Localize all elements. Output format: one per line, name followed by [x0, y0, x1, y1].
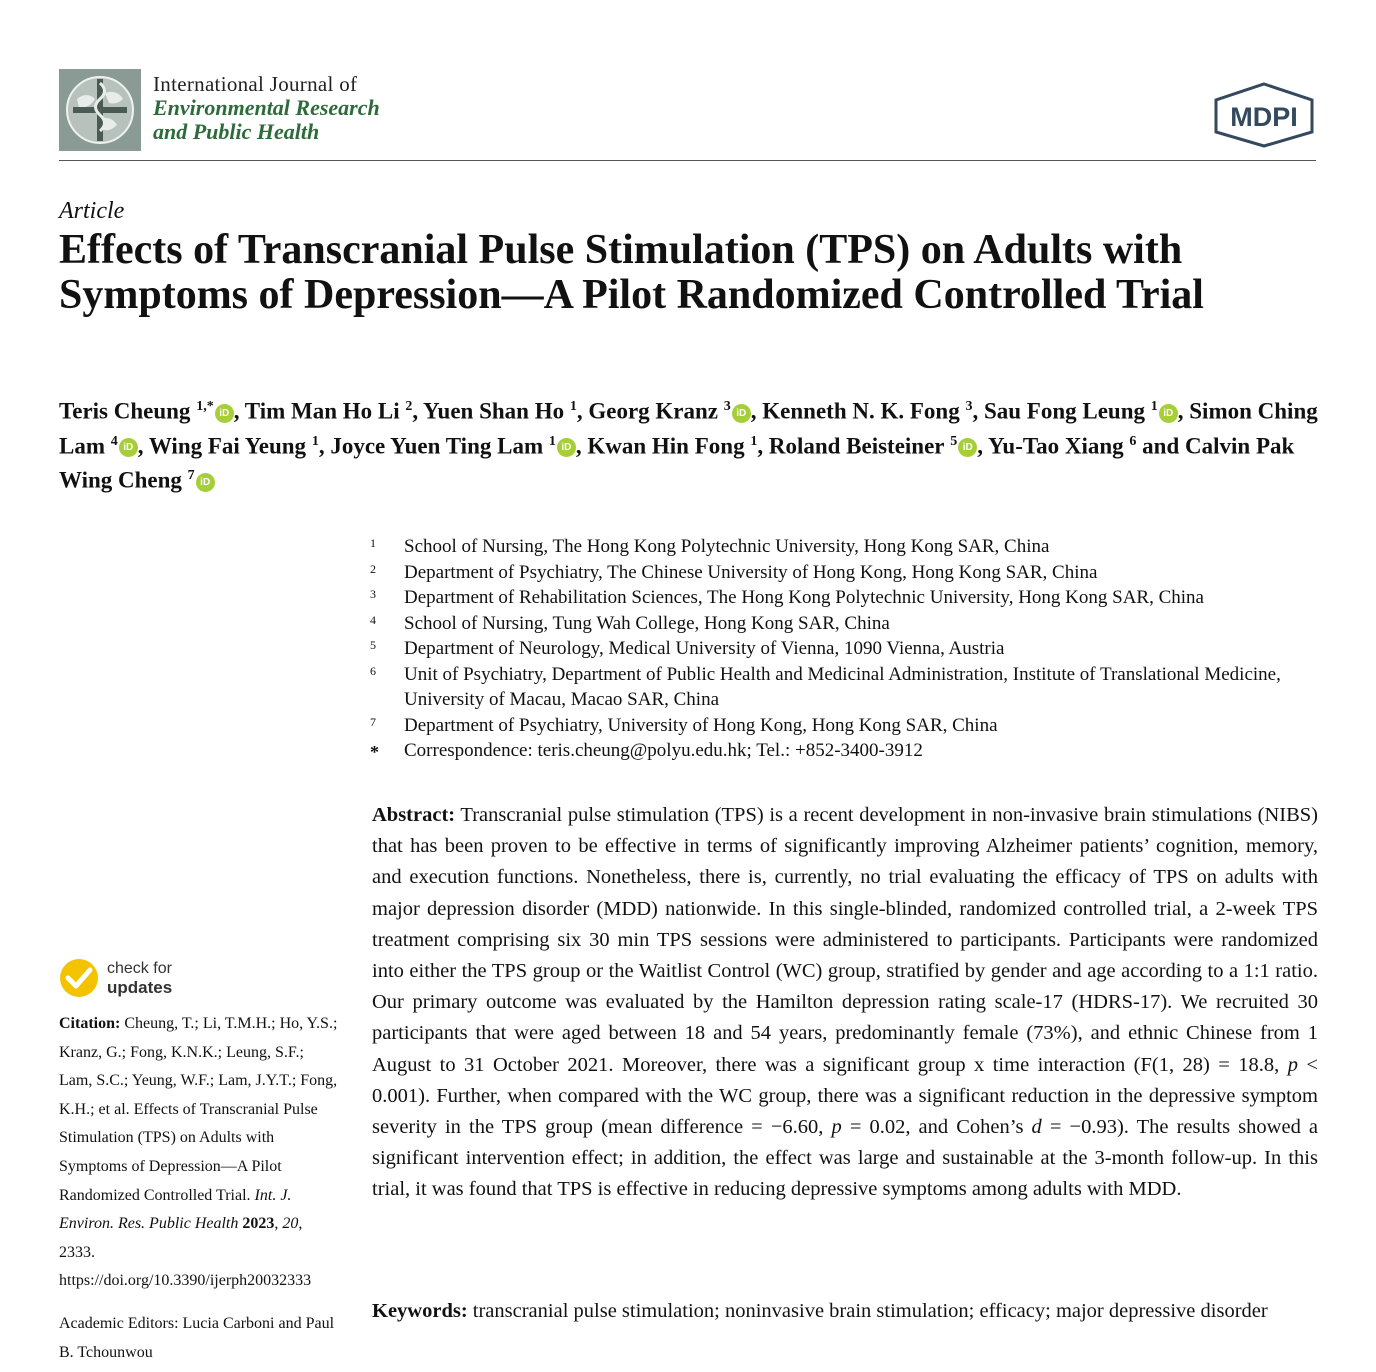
author-affiliation-marker: 5 — [950, 433, 958, 449]
author-name[interactable]: Joyce Yuen Ting Lam — [330, 433, 544, 459]
article-type: Article — [59, 198, 125, 224]
publisher-name: MDPI — [1230, 102, 1298, 132]
affiliation-item — [370, 713, 1320, 739]
orcid-icon[interactable]: iD — [732, 404, 751, 423]
author-separator: , — [137, 433, 149, 459]
keywords — [372, 1296, 1318, 1327]
mdpi-logo — [1212, 82, 1316, 148]
author-name[interactable]: Kwan Hin Fong — [587, 433, 745, 459]
affiliation-number: 4 — [370, 612, 376, 627]
author-name[interactable]: Calvin Pak Wing Cheng — [59, 433, 1295, 493]
journal-name-line1: International Journal of — [153, 72, 358, 96]
author-affiliation-marker: 3 — [965, 399, 973, 414]
abstract — [372, 800, 1318, 1206]
journal-name-line3: and Public Health — [153, 119, 320, 144]
affiliation-text: Department of Neurology, Medical University of Vienna, 1090 Vienna, Austria — [404, 638, 1005, 659]
citation-rest: , 2333. https://doi.org/10.3390/ijerph20032333 — [59, 1215, 312, 1290]
affiliation-text: Department of Psychiatry, University of Hong Kong, Hong Kong SAR, China — [404, 714, 998, 736]
author-affiliation-marker: 1 — [569, 399, 577, 414]
journal-name-line2: Environmental Research — [153, 95, 380, 120]
author-name[interactable]: Yu-Tao Xiang — [987, 433, 1124, 459]
affiliation-number: * — [370, 742, 379, 762]
affiliation-item — [370, 534, 1320, 560]
check-updates-line2: updates — [107, 978, 173, 997]
author-affiliation-marker: 3 — [723, 399, 731, 414]
affiliation-number: 5 — [370, 638, 376, 652]
author-separator: , — [576, 398, 589, 424]
affiliation-item — [370, 738, 1320, 766]
author-name[interactable]: Georg Kranz — [588, 398, 719, 424]
orcid-icon[interactable]: iD — [958, 438, 977, 457]
affiliation-text: School of Nursing, Tung Wah College, Hong Kong SAR, China — [404, 612, 890, 634]
abstract-p-symbol-2: p — [831, 1116, 842, 1139]
author-name[interactable]: Tim Man Ho Li — [244, 398, 400, 424]
affiliation-number: 1 — [370, 536, 376, 550]
author-affiliation-marker: 4 — [110, 433, 118, 449]
author-affiliation-marker: 1 — [548, 433, 556, 449]
affiliation-item — [370, 585, 1320, 611]
orcid-icon[interactable]: iD — [1159, 404, 1178, 423]
affiliation-number: 7 — [370, 714, 376, 729]
author-name[interactable]: Wing Fai Yeung — [148, 433, 307, 459]
author-name[interactable]: Roland Beisteiner — [768, 433, 945, 459]
affiliation-text: Correspondence: teris.cheung@polyu.edu.hk; Tel.: +852-3400-3912 — [404, 740, 923, 761]
affiliation-text: Unit of Psychiatry, Department of Public Health and Medicinal Administration, Institute of Translational Medicine, University of Macau, Macao SAR, China — [404, 663, 1281, 710]
author-affiliation-marker: 7 — [187, 468, 195, 484]
author-name[interactable]: Simon Ching Lam — [59, 398, 1318, 459]
author-separator: , — [575, 433, 588, 459]
header-divider — [59, 160, 1316, 161]
author-affiliation-marker: 6 — [1129, 433, 1137, 449]
check-updates-line1: check for — [107, 960, 172, 977]
affiliation-text: School of Nursing, The Hong Kong Polytechnic University, Hong Kong SAR, China — [404, 536, 1050, 557]
affiliation-number: 6 — [370, 663, 376, 678]
author-separator: , — [972, 398, 984, 424]
affiliation-item — [370, 611, 1320, 637]
author-name[interactable]: Sau Fong Leung — [983, 398, 1146, 424]
abstract-text-3: = 0.02, and Cohen’s — [841, 1116, 1032, 1139]
affiliation-item — [370, 662, 1320, 713]
journal-logo — [59, 69, 141, 151]
citation-text: Cheung, T.; Li, T.M.H.; Ho, Y.S.; Kranz, G.; Fong, K.N.K.; Leung, S.F.; Lam, S.C.; Yeung, W.F.; Lam, J.Y.T.; Fong, K.H.; et al. Effects of Transcranial Pulse Stimulation (TPS) on Adults with Symptoms of Depression—A Pilot Randomized Controlled Trial. — [59, 1015, 338, 1204]
affiliation-text: Department of Psychiatry, The Chinese University of Hong Kong, Hong Kong SAR, China — [404, 561, 1098, 583]
author-separator: , — [757, 433, 769, 459]
author-list — [59, 392, 1319, 496]
author-separator: , — [318, 433, 331, 459]
author-separator: , — [233, 398, 245, 424]
author-affiliation-marker: 2 — [405, 399, 413, 414]
author-separator: and — [1136, 433, 1186, 459]
author-name[interactable]: Kenneth N. K. Fong — [762, 398, 960, 424]
affiliation-item — [370, 560, 1320, 586]
check-updates-icon — [59, 958, 99, 998]
citation-label: Citation: — [59, 1015, 121, 1032]
abstract-text-4: = −0.93). The results showed a significant intervention effect; in addition, the effect was large and sustainable at the 3-month follow-up. In this trial, it was found that TPS is effective in reducing depressive symptoms among adults with MDD. — [372, 1116, 1318, 1201]
affiliation-number: 2 — [370, 561, 376, 576]
abstract-text-2: < 0.001). Further, when compared with the WC group, there was a significant reduction in the depressive symptom severity in the TPS group (mean difference = −6.60, — [372, 1053, 1318, 1139]
affiliation-text: Department of Rehabilitation Sciences, The Hong Kong Polytechnic University, Hong Kong SAR, China — [404, 587, 1204, 608]
author-separator: , — [977, 433, 988, 459]
abstract-d-symbol: d — [1031, 1116, 1042, 1139]
academic-editors: Academic Editors: Lucia Carboni and Paul B. Tchounwou — [59, 1315, 335, 1361]
orcid-icon[interactable]: iD — [557, 438, 576, 457]
affiliation-item — [370, 636, 1320, 662]
affiliation-list — [370, 534, 1320, 766]
citation-journal: Int. J. Environ. Res. Public Health — [59, 1186, 292, 1233]
abstract-label: Abstract: — [372, 804, 456, 826]
author-affiliation-marker: 1,* — [196, 399, 214, 414]
author-affiliation-marker: 1 — [311, 433, 319, 449]
author-affiliation-marker: 1 — [1150, 399, 1158, 414]
author-affiliation-marker: 1 — [750, 433, 758, 449]
journal-name — [153, 72, 380, 144]
affiliation-number: 3 — [370, 587, 376, 601]
author-name[interactable]: Yuen Shan Ho — [423, 398, 565, 424]
check-for-updates-badge[interactable] — [59, 958, 239, 1002]
author-separator: , — [1177, 398, 1190, 424]
author-separator: , — [750, 398, 763, 424]
abstract-p-symbol-1: p — [1287, 1053, 1298, 1076]
citation-year: 2023 — [242, 1215, 275, 1233]
author-name[interactable]: Teris Cheung — [59, 398, 191, 424]
keywords-text: transcranial pulse stimulation; noninvasive brain stimulation; efficacy; major depressive disorder — [467, 1300, 1268, 1322]
orcid-icon[interactable]: iD — [215, 404, 234, 423]
author-separator: , — [412, 398, 424, 424]
abstract-text-1: Transcranial pulse stimulation (TPS) is a recent development in non-invasive brain stimulations (NIBS) that has been proven to be effective in terms of significantly improving Alzheimer patients’ cognition, memory, and execution functions. Nonetheless, there is, currently, no trial evaluating the efficacy of TPS on adults with major depression disorder (MDD) nationwide. In this single-blinded, randomized controlled trial, a 2-week TPS treatment comprising six 30 min TPS sessions were administered to participants. Participants were randomized into either the TPS group or the Waitlist Control (WC) group, stratified by gender and age according to a 1:1 ratio. Our primary outcome was evaluated by the Hamilton depression rating scale-17 (HDRS-17). We recruited 30 participants that were aged between 18 and 54 years, predominantly female (73%), and ethnic Chinese from 1 August to 31 October 2021. Moreover, there was a significant group x time interaction (F(1, 28) = 18.8, — [372, 804, 1318, 1076]
orcid-icon[interactable]: iD — [196, 473, 215, 492]
keywords-label: Keywords: — [372, 1300, 468, 1322]
citation: Citation: Cheung, T.; Li, T.M.H.; Ho, Y.S.; Kranz, G.; Fong, K.N.K.; Leung, S.F.; Lam, S.C.; Yeung, W.F.; Lam, J.Y.T.; Fong, K.H.; et al. Effects of Transcranial Pulse Stimulation (TPS) on Adults with Symptoms of Depression—A Pilot Randomized Controlled Trial. Int. J. Environ. Res. Public Health 2023, 20, 2333. https://doi.org/10.3390/ijerph20032333 — [59, 1015, 338, 1290]
citation-volume: 20 — [282, 1215, 299, 1233]
orcid-icon[interactable]: iD — [119, 438, 138, 457]
article-title: Effects of Transcranial Pulse Stimulation (TPS) on Adults with Symptoms of Depression—A Pilot Randomized Controlled Trial — [59, 227, 1204, 318]
